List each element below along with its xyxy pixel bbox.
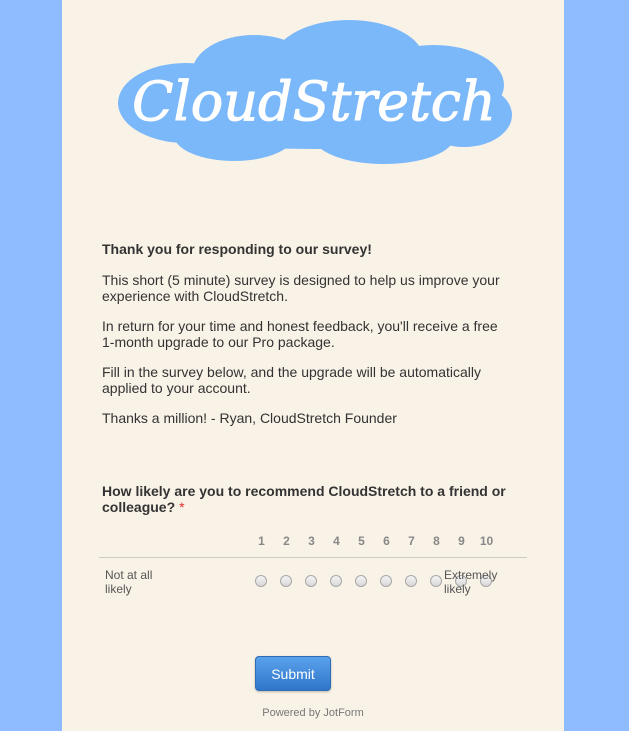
scale-number-7: 7 bbox=[408, 534, 415, 548]
scale-number-6: 6 bbox=[383, 534, 390, 548]
scale-number-5: 5 bbox=[358, 534, 365, 548]
scale-number-8: 8 bbox=[433, 534, 440, 548]
nps-scale bbox=[99, 534, 527, 604]
intro-paragraph-3: Fill in the survey below, and the upgrade will be automatically applied to your account. bbox=[102, 364, 481, 396]
radio-7[interactable] bbox=[405, 575, 417, 587]
scale-divider bbox=[99, 557, 527, 558]
radio-6[interactable] bbox=[380, 575, 392, 587]
required-marker: * bbox=[179, 499, 185, 515]
intro-heading: Thank you for responding to our survey! bbox=[102, 241, 372, 257]
scale-number-1: 1 bbox=[258, 534, 265, 548]
form-container bbox=[62, 0, 564, 731]
scale-numbers bbox=[99, 534, 527, 550]
scale-number-4: 4 bbox=[333, 534, 340, 548]
question-text: How likely are you to recommend CloudStretch to a friend or colleague? bbox=[102, 483, 506, 515]
intro-paragraph-2: In return for your time and honest feedback, you'll receive a free 1-month upgrade to our Pro package. bbox=[102, 318, 498, 350]
cloud-logo-icon bbox=[114, 15, 514, 170]
logo-text: CloudStretch bbox=[132, 70, 496, 133]
scale-low-label: Not at all likely bbox=[105, 568, 153, 596]
radio-3[interactable] bbox=[305, 575, 317, 587]
radio-5[interactable] bbox=[355, 575, 367, 587]
radio-8[interactable] bbox=[430, 575, 442, 587]
radio-2[interactable] bbox=[280, 575, 292, 587]
scale-number-10: 10 bbox=[479, 534, 494, 548]
question-label bbox=[102, 483, 532, 515]
scale-number-2: 2 bbox=[283, 534, 290, 548]
intro-section bbox=[102, 241, 512, 440]
scale-number-9: 9 bbox=[458, 534, 465, 548]
scale-high-label: Extremely likely bbox=[444, 568, 498, 596]
intro-signoff: Thanks a million! - Ryan, CloudStretch Founder bbox=[102, 410, 397, 426]
submit-button[interactable]: Submit bbox=[255, 656, 331, 691]
radio-4[interactable] bbox=[330, 575, 342, 587]
scale-number-3: 3 bbox=[308, 534, 315, 548]
cloudstretch-logo bbox=[114, 15, 514, 170]
radio-1[interactable] bbox=[255, 575, 267, 587]
intro-paragraph-1: This short (5 minute) survey is designed to help us improve your experience with CloudStretch. bbox=[102, 272, 500, 304]
powered-by-link[interactable]: Powered by JotForm bbox=[262, 707, 364, 719]
